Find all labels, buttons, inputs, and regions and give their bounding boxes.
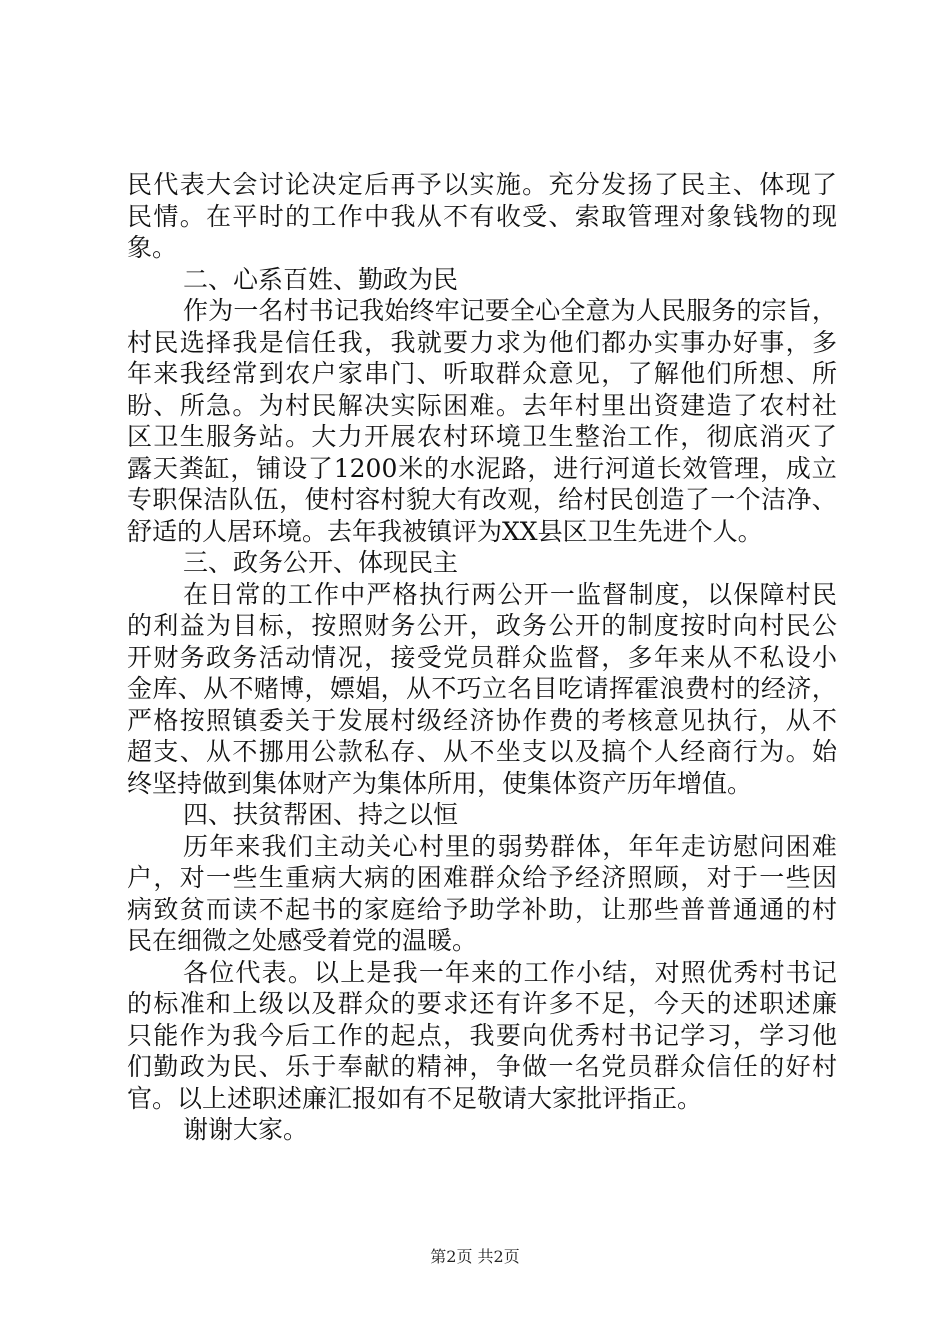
text-line: 金 库 、 从 不 赌 博 ， 嫖 娼 ， 从 不 巧 立 名 目 吃 请 挥 霍 浪 费 村 的 经 济 ， <box>127 674 837 703</box>
text-line: 开 财 务 政 务 活 动 情 况 ， 接 受 党 员 群 众 监 督 ， 多 年 来 从 不 私 设 小 <box>127 642 837 672</box>
text-line: 在 日 常 的 工 作 中 严 格 执 行 两 公 开 一 监 督 制 度 ， 以 保 障 村 民 <box>183 579 837 609</box>
text-line: 户 ， 对 一 些 生 重 病 大 病 的 困 难 群 众 给 予 经 济 照 顾 ， 对 于 一 些 因 <box>127 863 837 892</box>
text-line: 的 利 益 为 目 标 ， 按 照 财 务 公 开 ， 政 务 公 开 的 制 度 按 时 向 村 民 公 <box>127 611 837 640</box>
text-line: 严 格 按 照 镇 委 关 于 发 展 村 级 经 济 协 作 费 的 考 核 意 见 执 行 ， 从 不 <box>127 705 837 735</box>
text-line: 历 年 来 我 们 主 动 关 心 村 里 的 弱 势 群 体 ， 年 年 走 访 慰 问 困 难 <box>183 831 837 861</box>
text-line: 二、心系百姓、勤政为民 <box>183 264 459 294</box>
text-line: 只 能 作 为 我 今 后 工 作 的 起 点 ， 我 要 向 优 秀 村 书 记 学 习 ， 学 习 他 <box>127 1020 837 1050</box>
text-line: 民 情 。 在 平 时 的 工 作 中 我 从 不 有 收 受 、 索 取 管 理 对 象 钱 物 的 现 <box>127 201 837 231</box>
text-line: 终坚持做到集体财产为集体所用，使集体资产历年增值。 <box>127 768 753 798</box>
text-line: 露 天 粪 缸 ， 铺 设 了 1200 米 的 水 泥 路 ， 进 行 河 道 长 效 管 理 ， 成 立 <box>127 453 837 483</box>
text-line: 四、扶贫帮困、持之以恒 <box>183 800 459 829</box>
text-line: 谢谢大家。 <box>183 1115 309 1144</box>
text-line: 超 支 、 从 不 挪 用 公 款 私 存 、 从 不 坐 支 以 及 搞 个 人 经 商 行 为 。 始 <box>127 737 837 766</box>
text-line: 的 标 准 和 上 级 以 及 群 众 的 要 求 还 有 许 多 不 足 ， 今 天 的 述 职 述 廉 <box>127 989 837 1018</box>
text-line: 各 位 代 表 。 以 上 是 我 一 年 来 的 工 作 小 结 ， 对 照 优 秀 村 书 记 <box>183 957 837 987</box>
text-line: 区 卫 生 服 务 站 。 大 力 开 展 农 村 环 境 卫 生 整 治 工 作 ， 彻 底 消 灭 了 <box>127 422 837 451</box>
text-line: 病 致 贫 而 读 不 起 书 的 家 庭 给 予 助 学 补 助 ， 让 那 些 普 普 通 通 的 村 <box>127 894 837 924</box>
document-body <box>127 169 837 1146</box>
text-line: 民 代 表 大 会 讨 论 决 定 后 再 予 以 实 施 。 充 分 发 扬 了 民 主 、 体 现 了 <box>127 170 837 199</box>
page-footer: 第2页 共2页 <box>430 1247 520 1266</box>
text-line: 舒适的人居环境。去年我被镇评为XX县区卫生先进个人。 <box>127 516 763 546</box>
text-line: 们 勤 政 为 民 、 乐 于 奉 献 的 精 神 ， 争 做 一 名 党 员 群 众 信 任 的 好 村 <box>127 1052 837 1081</box>
text-line: 作 为 一 名 村 书 记 我 始 终 牢 记 要 全 心 全 意 为 人 民 服 务 的 宗 旨 ， <box>183 296 837 325</box>
text-line: 盼 、 所 急 。 为 村 民 解 决 实 际 困 难 。 去 年 村 里 出 资 建 造 了 农 村 社 <box>127 390 837 420</box>
text-line: 专 职 保 洁 队 伍 ， 使 村 容 村 貌 大 有 改 观 ， 给 村 民 创 造 了 一 个 洁 净 、 <box>127 485 837 514</box>
text-line: 象。 <box>127 233 178 262</box>
text-line: 三、政务公开、体现民主 <box>183 548 459 577</box>
text-line: 年 来 我 经 常 到 农 户 家 串 门 、 听 取 群 众 意 见 ， 了 解 他 们 所 想 、 所 <box>127 359 837 388</box>
text-line: 村 民 选 择 我 是 信 任 我 ， 我 就 要 力 求 为 他 们 都 办 实 事 办 好 事 ， 多 <box>127 327 837 357</box>
text-line: 官。以上述职述廉汇报如有不足敬请大家批评指正。 <box>127 1083 703 1113</box>
text-line: 民在细微之处感受着党的温暖。 <box>127 926 478 955</box>
